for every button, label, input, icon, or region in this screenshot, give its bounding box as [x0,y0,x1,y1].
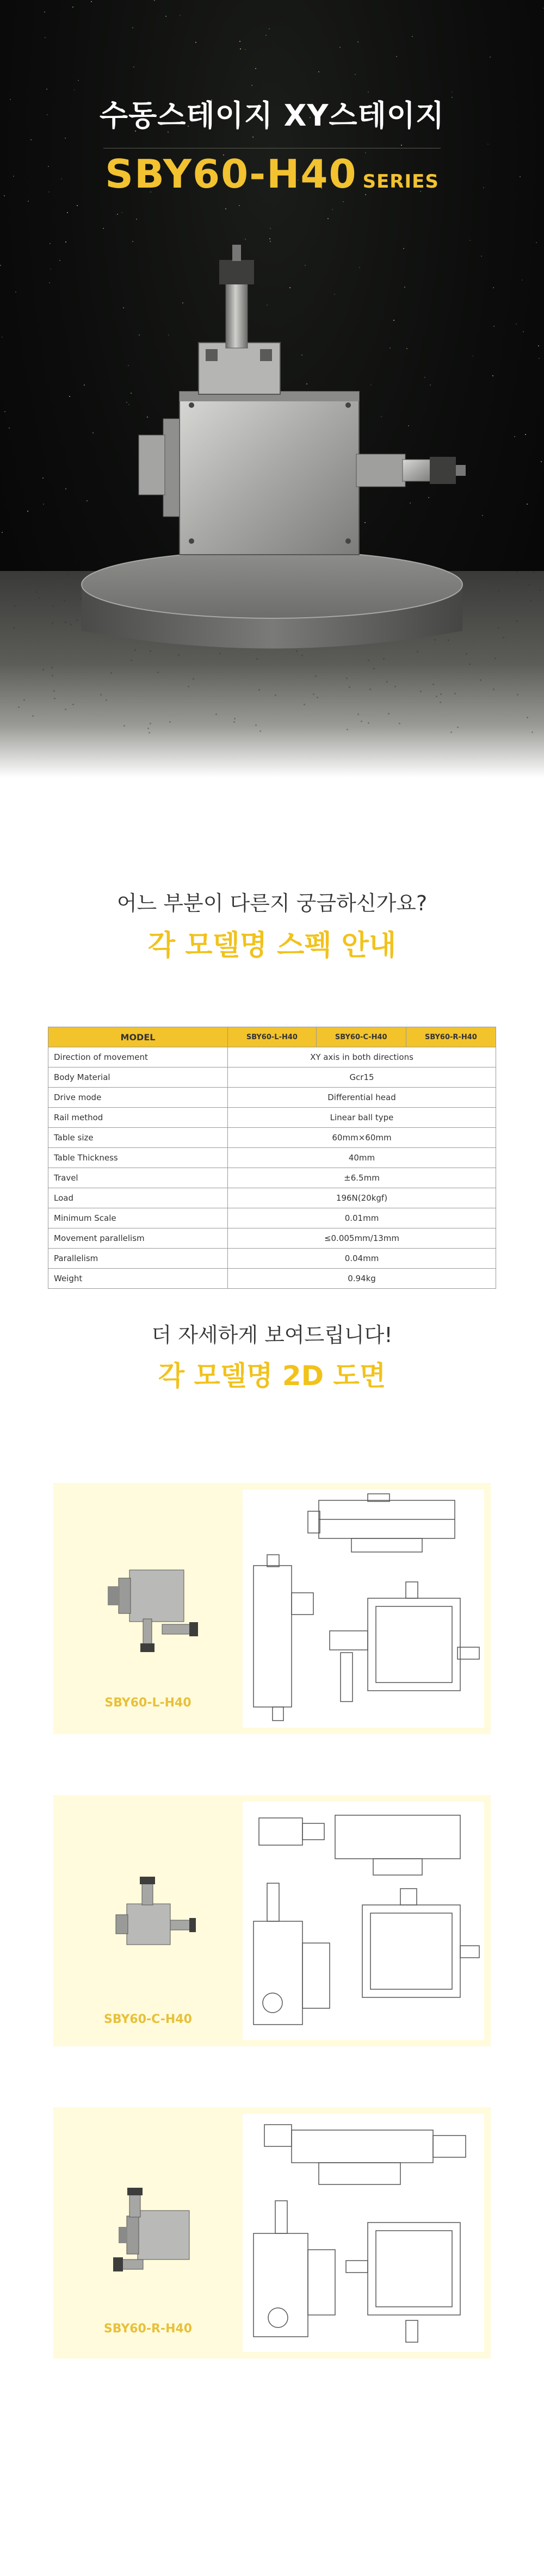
spec-row-label: Movement parallelism [48,1228,228,1249]
spec-row-label: Drive mode [48,1088,228,1108]
pedestal [82,551,462,649]
spec-question: 어느 부분이 다른지 궁금하신가요? [116,891,428,915]
spec-table-row [48,1228,496,1249]
product-stage-illustration [0,0,544,778]
hero-model-series: SERIES [362,171,439,193]
spec-row-label: Parallelism [48,1249,228,1269]
drawings-lead: 더 자세하게 보여드립니다! [151,1323,393,1347]
spec-table-row [48,1269,496,1289]
spec-header-r: SBY60-R-H40 [406,1027,496,1047]
spec-row-label: Load [48,1188,228,1208]
hero-model-main: SBY60-H40 [105,151,357,197]
spec-table [48,1027,496,1289]
spec-table-row [48,1168,496,1188]
spec-row-label: Body Material [48,1067,228,1088]
spec-row-value: Gcr15 [228,1067,496,1088]
spec-header-c: SBY60-C-H40 [316,1027,406,1047]
spec-row-value: 0.94kg [228,1269,496,1289]
spec-row-value: 40mm [228,1148,496,1168]
spec-header-l: SBY60-L-H40 [228,1027,317,1047]
spec-table-row [48,1148,496,1168]
drawing-caption-r: SBY60-R-H40 [103,2322,193,2336]
spec-row-label: Weight [48,1269,228,1289]
spec-table-row [48,1249,496,1269]
spec-table-row [48,1128,496,1148]
xy-stage-product [139,245,466,555]
spec-row-label: Minimum Scale [48,1208,228,1228]
spec-row-value: XY axis in both directions [228,1047,496,1067]
spec-row-label: Table Thickness [48,1148,228,1168]
drawing-card-l [53,1483,491,1734]
spec-row-value: 60mm×60mm [228,1128,496,1148]
spec-row-value: ±6.5mm [228,1168,496,1188]
drawing-card-c [53,1795,491,2046]
hero-banner [0,0,544,778]
technical-drawing-l [243,1489,484,1728]
spec-table-row [48,1088,496,1108]
drawings-headline: 각 모델명 2D 도면 [158,1360,386,1392]
drawing-panel-l [243,1489,484,1728]
spec-row-value: 0.01mm [228,1208,496,1228]
spec-row-value: ≤0.005mm/13mm [228,1228,496,1249]
drawing-panel-c [243,1802,484,2040]
drawing-panel-r [243,2114,484,2352]
product-photo-c [100,1877,197,1969]
drawing-caption-l: SBY60-L-H40 [104,1696,191,1710]
spec-table-header-row [48,1027,496,1047]
spec-row-label: Direction of movement [48,1047,228,1067]
spec-row-label: Rail method [48,1108,228,1128]
spec-table-row [48,1067,496,1088]
spec-row-label: Table size [48,1128,228,1148]
product-photo-l [97,1548,200,1657]
spec-row-value: 196N(20kgf) [228,1188,496,1208]
spec-row-value: Linear ball type [228,1108,496,1128]
drawing-caption-c: SBY60-C-H40 [104,2013,192,2026]
hero-title: 수동스테이지 XY스테이지 [99,98,445,133]
spec-table-row [48,1208,496,1228]
drawing-card-r [53,2107,491,2358]
spec-table-row [48,1108,496,1128]
product-photo-r [108,2183,200,2287]
spec-header-model: MODEL [48,1027,228,1047]
spec-row-label: Travel [48,1168,228,1188]
spec-row-value: 0.04mm [228,1249,496,1269]
spec-table-row [48,1188,496,1208]
technical-drawing-r [243,2114,484,2352]
spec-row-value: Differential head [228,1088,496,1108]
technical-drawing-c [243,1802,484,2040]
spec-headline: 각 모델명 스펙 안내 [147,929,397,962]
spec-table-row [48,1047,496,1067]
